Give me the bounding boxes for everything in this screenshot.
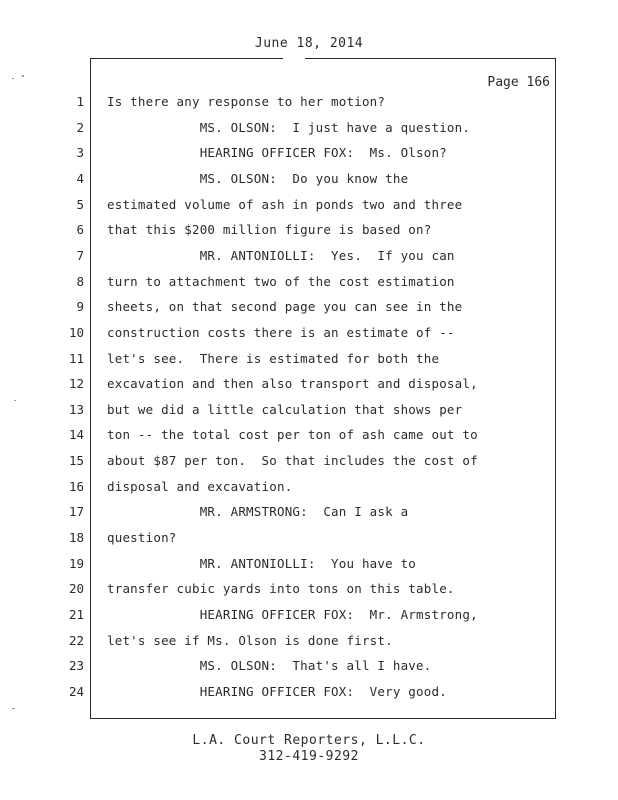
line-number: 3 (76, 145, 84, 160)
transcript-line: construction costs there is an estimate of -- (107, 325, 455, 340)
line-number: 16 (68, 479, 84, 494)
court-reporter-phone: 312-419-9292 (259, 749, 359, 764)
line-number: 14 (68, 427, 84, 442)
line-number: 1 (76, 94, 84, 109)
transcript-line: about $87 per ton. So that includes the cost of (107, 453, 478, 468)
transcript-line: MS. OLSON: Do you know the (107, 171, 409, 186)
scan-speck (14, 400, 16, 401)
transcript-date: June 18, 2014 (254, 36, 364, 51)
transcript-line: Is there any response to her motion? (107, 94, 386, 109)
line-number: 12 (68, 376, 84, 391)
line-number: 5 (76, 197, 84, 212)
transcript-line: HEARING OFFICER FOX: Very good. (107, 684, 447, 699)
transcript-line: MS. OLSON: That's all I have. (107, 658, 432, 673)
line-number: 17 (68, 504, 84, 519)
transcript-line: question? (107, 530, 177, 545)
transcript-line: HEARING OFFICER FOX: Ms. Olson? (107, 145, 447, 160)
transcript-line: ton -- the total cost per ton of ash came out to (107, 427, 478, 442)
transcript-line: transfer cubic yards into tons on this table. (107, 581, 455, 596)
transcript-line: MR. ANTONIOLLI: Yes. If you can (107, 248, 455, 263)
line-number: 21 (68, 607, 84, 622)
line-number: 6 (76, 222, 84, 237)
line-number: 2 (76, 120, 84, 135)
transcript-line: MR. ARMSTRONG: Can I ask a (107, 504, 409, 519)
line-number: 4 (76, 171, 84, 186)
line-number: 15 (68, 453, 84, 468)
transcript-line: turn to attachment two of the cost estimation (107, 274, 455, 289)
transcript-line: but we did a little calculation that shows per (107, 402, 463, 417)
line-number: 18 (68, 530, 84, 545)
line-number: 23 (68, 658, 84, 673)
page-number: Page 166 (487, 75, 550, 90)
line-number: 11 (68, 351, 84, 366)
line-number: 7 (76, 248, 84, 263)
court-reporter-name: L.A. Court Reporters, L.L.C. (192, 733, 426, 748)
transcript-line: let's see. There is estimated for both the (107, 351, 440, 366)
transcript-line: excavation and then also transport and disposal, (107, 376, 478, 391)
transcript-line: that this $200 million figure is based on? (107, 222, 432, 237)
scan-speck (22, 75, 24, 77)
line-number: 8 (76, 274, 84, 289)
transcript-line: disposal and excavation. (107, 479, 293, 494)
line-number: 24 (68, 684, 84, 699)
transcript-line: HEARING OFFICER FOX: Mr. Armstrong, (107, 607, 478, 622)
border-gap (283, 54, 305, 62)
scan-speck (12, 708, 15, 709)
line-number: 9 (76, 299, 84, 314)
line-number: 20 (68, 581, 84, 596)
transcript-line: estimated volume of ash in ponds two and three (107, 197, 463, 212)
line-number: 22 (68, 633, 84, 648)
transcript-line: MR. ANTONIOLLI: You have to (107, 556, 417, 571)
transcript-line: MS. OLSON: I just have a question. (107, 120, 471, 135)
scan-speck (12, 78, 14, 79)
line-number: 19 (68, 556, 84, 571)
line-number: 10 (68, 325, 84, 340)
line-number: 13 (68, 402, 84, 417)
transcript-line: let's see if Ms. Olson is done first. (107, 633, 393, 648)
transcript-line: sheets, on that second page you can see in the (107, 299, 463, 314)
